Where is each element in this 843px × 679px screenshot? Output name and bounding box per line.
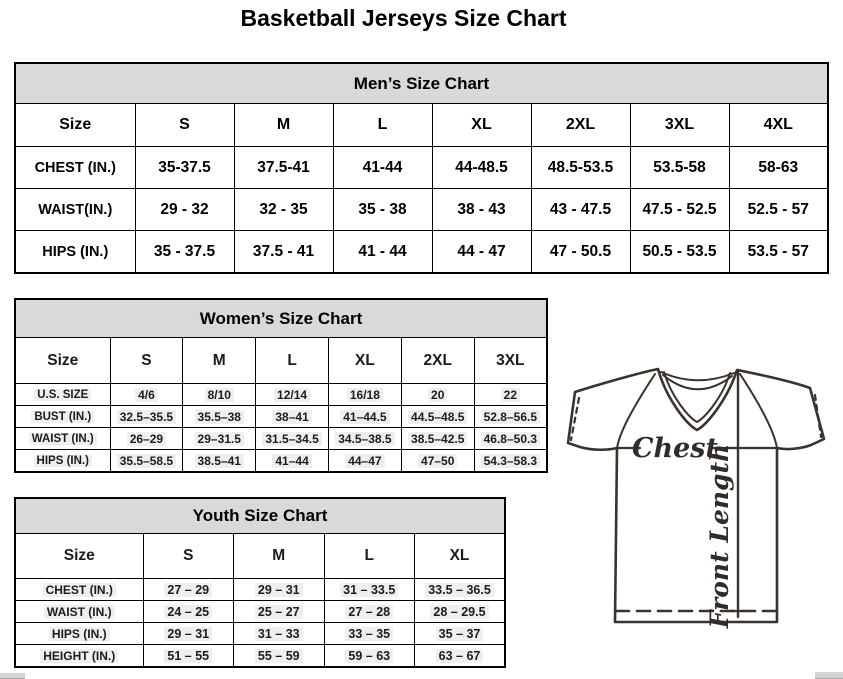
womens-col-size: Size [15,338,110,384]
youth-height-xl: 63 – 67 [415,645,506,668]
mens-col-3xl: 3XL [630,104,729,147]
youth-table-title: Youth Size Chart [15,498,505,534]
mens-waist-row [15,189,828,231]
youth-waist-label: WAIST (IN.) [15,601,143,623]
jersey-diagram-svg [558,358,838,628]
womens-waist-label: WAIST (IN.) [15,428,110,450]
mens-col-m: M [234,104,333,147]
youth-height-row [15,645,505,668]
mens-chest-2xl: 48.5-53.5 [531,147,630,189]
mens-col-l: L [333,104,432,147]
youth-col-size: Size [15,534,143,579]
youth-chest-label: CHEST (IN.) [15,579,143,601]
horizontal-scrollbar-right-piece[interactable] [815,672,843,679]
youth-chest-xl: 33.5 – 36.5 [415,579,506,601]
youth-chest-m: 29 – 31 [234,579,325,601]
womens-hips-l: 41–44 [256,450,329,473]
youth-waist-l: 27 – 28 [324,601,415,623]
womens-ussize-m: 8/10 [183,384,256,406]
mens-waist-s: 29 - 32 [135,189,234,231]
mens-col-xl: XL [432,104,531,147]
mens-hips-row [15,231,828,274]
womens-col-3xl: 3XL [474,338,547,384]
womens-ussize-s: 4/6 [110,384,183,406]
womens-bust-label: BUST (IN.) [15,406,110,428]
womens-header-row [15,338,547,384]
womens-waist-row [15,428,547,450]
womens-col-m: M [183,338,256,384]
womens-col-s: S [110,338,183,384]
youth-waist-row [15,601,505,623]
womens-waist-l: 31.5–34.5 [256,428,329,450]
womens-waist-xl: 34.5–38.5 [328,428,401,450]
youth-col-m: M [234,534,325,579]
womens-ussize-l: 12/14 [256,384,329,406]
mens-col-4xl: 4XL [729,104,828,147]
mens-waist-label: WAIST(IN.) [15,189,135,231]
womens-hips-3xl: 54.3–58.3 [474,450,547,473]
mens-table-title: Men’s Size Chart [15,63,828,104]
mens-hips-s: 35 - 37.5 [135,231,234,274]
womens-hips-s: 35.5–58.5 [110,450,183,473]
youth-height-s: 51 – 55 [143,645,234,668]
mens-hips-xl: 44 - 47 [432,231,531,274]
youth-hips-s: 29 – 31 [143,623,234,645]
womens-size-table [14,298,548,473]
womens-waist-m: 29–31.5 [183,428,256,450]
youth-chest-s: 27 – 29 [143,579,234,601]
womens-col-2xl: 2XL [401,338,474,384]
womens-hips-m: 38.5–41 [183,450,256,473]
youth-header-row [15,534,505,579]
youth-height-m: 55 – 59 [234,645,325,668]
mens-chest-xl: 44-48.5 [432,147,531,189]
youth-hips-l: 33 – 35 [324,623,415,645]
mens-hips-2xl: 47 - 50.5 [531,231,630,274]
mens-hips-l: 41 - 44 [333,231,432,274]
collar-back-arc [661,372,734,380]
mens-waist-2xl: 43 - 47.5 [531,189,630,231]
youth-hips-label: HIPS (IN.) [15,623,143,645]
mens-col-size: Size [15,104,135,147]
womens-ussize-label: U.S. SIZE [15,384,110,406]
womens-table-title-row [15,299,547,338]
womens-hips-label: HIPS (IN.) [15,450,110,473]
mens-col-2xl: 2XL [531,104,630,147]
youth-col-s: S [143,534,234,579]
womens-col-l: L [256,338,329,384]
womens-hips-row [15,450,547,473]
womens-waist-3xl: 46.8–50.3 [474,428,547,450]
womens-ussize-3xl: 22 [474,384,547,406]
mens-chest-label: CHEST (IN.) [15,147,135,189]
youth-col-l: L [324,534,415,579]
page-title: Basketball Jerseys Size Chart [240,5,567,31]
mens-chest-m: 37.5-41 [234,147,333,189]
youth-waist-xl: 28 – 29.5 [415,601,506,623]
youth-col-xl: XL [415,534,506,579]
mens-chest-l: 41-44 [333,147,432,189]
jersey-measurement-diagram [558,358,838,628]
mens-col-s: S [135,104,234,147]
youth-size-table [14,497,506,668]
youth-waist-m: 25 – 27 [234,601,325,623]
mens-size-table [14,62,829,274]
womens-bust-3xl: 52.8–56.5 [474,406,547,428]
womens-bust-row [15,406,547,428]
womens-hips-xl: 44–47 [328,450,401,473]
womens-hips-2xl: 47–50 [401,450,474,473]
womens-bust-xl: 41–44.5 [328,406,401,428]
mens-hips-m: 37.5 - 41 [234,231,333,274]
womens-table-title: Women’s Size Chart [15,299,547,338]
youth-height-label: HEIGHT (IN.) [15,645,143,668]
mens-chest-s: 35-37.5 [135,147,234,189]
youth-hips-m: 31 – 33 [234,623,325,645]
womens-waist-2xl: 38.5–42.5 [401,428,474,450]
womens-bust-2xl: 44.5–48.5 [401,406,474,428]
mens-header-row [15,104,828,147]
jersey-outline [568,369,824,622]
horizontal-scrollbar-left-piece[interactable] [0,673,25,679]
womens-bust-m: 35.5–38 [183,406,256,428]
mens-chest-4xl: 58-63 [729,147,828,189]
youth-hips-xl: 35 – 37 [415,623,506,645]
womens-ussize-xl: 16/18 [328,384,401,406]
womens-waist-s: 26–29 [110,428,183,450]
mens-hips-label: HIPS (IN.) [15,231,135,274]
womens-bust-s: 32.5–35.5 [110,406,183,428]
mens-chest-row [15,147,828,189]
youth-waist-s: 24 – 25 [143,601,234,623]
mens-hips-3xl: 50.5 - 53.5 [630,231,729,274]
mens-waist-3xl: 47.5 - 52.5 [630,189,729,231]
chest-label: Chest [632,433,718,464]
front-length-label: Front Length [705,443,734,629]
youth-hips-row [15,623,505,645]
youth-height-l: 59 – 63 [324,645,415,668]
youth-chest-row [15,579,505,601]
mens-waist-xl: 38 - 43 [432,189,531,231]
youth-chest-l: 31 – 33.5 [324,579,415,601]
womens-bust-l: 38–41 [256,406,329,428]
mens-table-title-row [15,63,828,104]
womens-ussize-row [15,384,547,406]
mens-hips-4xl: 53.5 - 57 [729,231,828,274]
mens-chest-3xl: 53.5-58 [630,147,729,189]
mens-waist-4xl: 52.5 - 57 [729,189,828,231]
womens-col-xl: XL [328,338,401,384]
youth-table-title-row [15,498,505,534]
mens-waist-m: 32 - 35 [234,189,333,231]
mens-waist-l: 35 - 38 [333,189,432,231]
womens-ussize-2xl: 20 [401,384,474,406]
